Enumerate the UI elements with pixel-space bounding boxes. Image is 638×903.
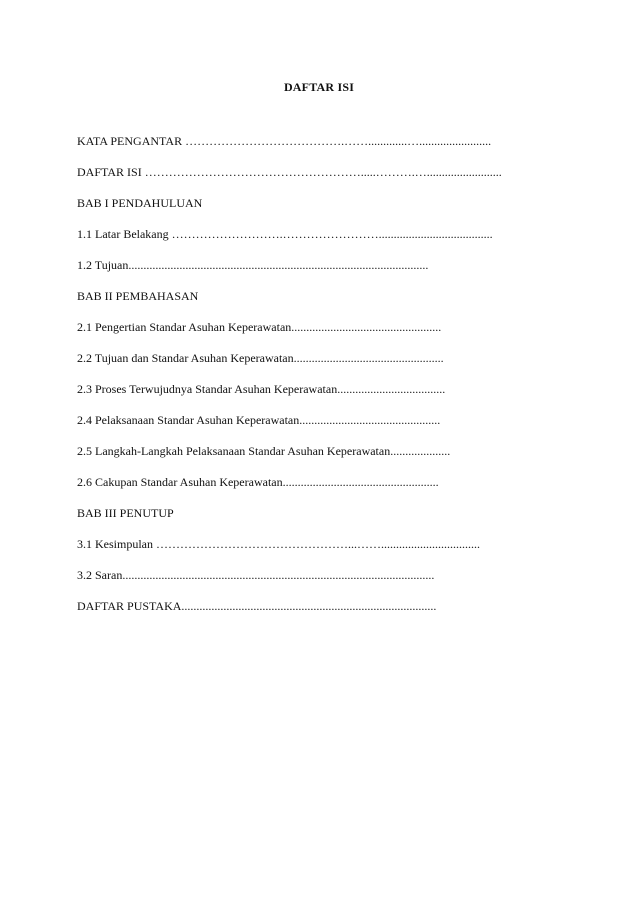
- toc-chapter-bab-1: BAB I PENDAHULUAN: [77, 196, 203, 210]
- toc-entry-2-3: 2.3 Proses Terwujudnya Standar Asuhan Keperawatan....................................: [77, 382, 446, 396]
- table-of-contents: [77, 133, 577, 614]
- toc-entry-1-2: 1.2 Tujuan....................................................................................................: [77, 258, 429, 272]
- toc-entry-daftar-pustaka: DAFTAR PUSTAKA.....................................................................................: [77, 599, 437, 613]
- toc-entry-2-6: 2.6 Cakupan Standar Asuhan Keperawatan....................................................: [77, 475, 439, 489]
- toc-entry-3-1: 3.1 Kesimpulan …………………………………………...…….................................: [77, 537, 480, 551]
- toc-chapter-bab-2: BAB II PEMBAHASAN: [77, 289, 199, 303]
- toc-chapter-bab-3: BAB III PENUTUP: [77, 506, 174, 520]
- page-title: DAFTAR ISI: [283, 80, 355, 94]
- toc-entry-2-1: 2.1 Pengertian Standar Asuhan Keperawatan..................................................: [77, 320, 442, 334]
- toc-entry-2-2: 2.2 Tujuan dan Standar Asuhan Keperawatan..................................................: [77, 351, 444, 365]
- toc-entry-2-5: 2.5 Langkah-Langkah Pelaksanaan Standar Asuhan Keperawatan....................: [77, 444, 451, 458]
- toc-entry-3-2: 3.2 Saran........................................................................................................: [77, 568, 435, 582]
- toc-entry-daftar-isi: DAFTAR ISI ……………………………………………….....……….….........................: [77, 165, 502, 179]
- toc-entry-2-4: 2.4 Pelaksanaan Standar Asuhan Keperawatan...............................................: [77, 413, 441, 427]
- toc-entry-kata-pengantar: KATA PENGANTAR ………………………………….…….............…........................: [77, 134, 492, 148]
- toc-entry-1-1: 1.1 Latar Belakang ……………………….……………………......................................: [77, 227, 493, 241]
